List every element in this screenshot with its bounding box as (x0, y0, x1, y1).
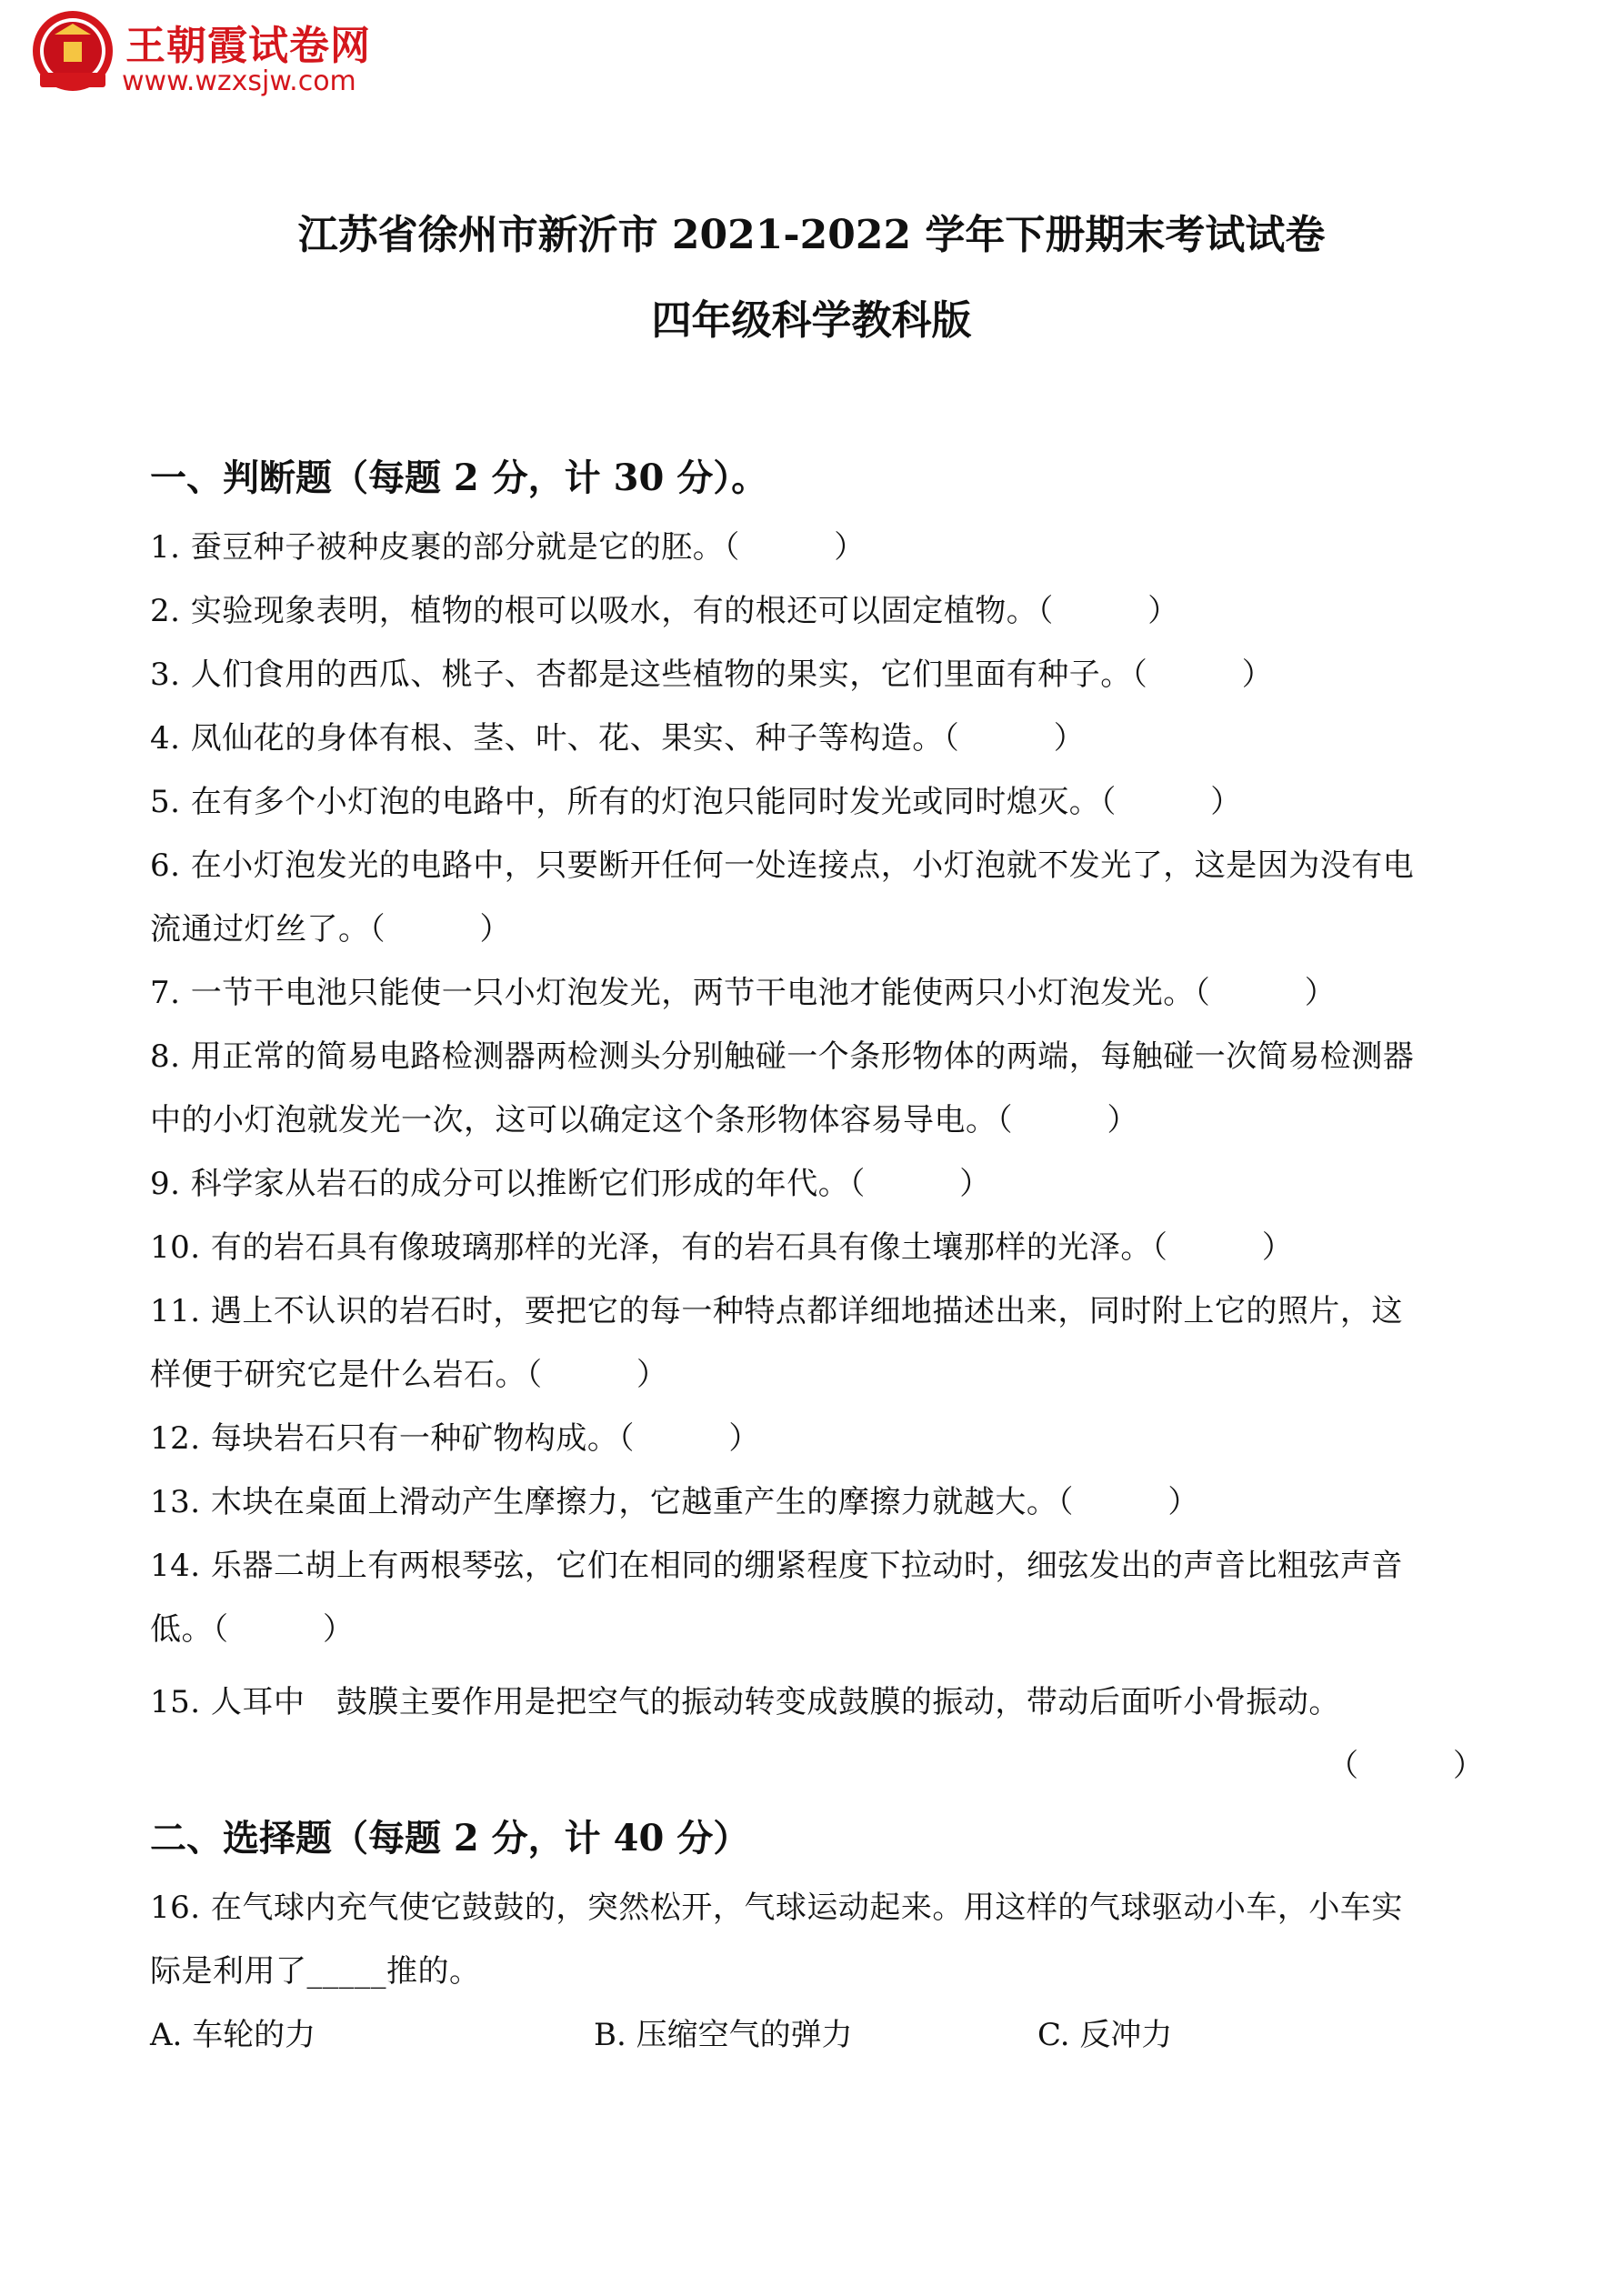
answer-blank: （ ） (1327, 1748, 1485, 1784)
question-line: 际是利用了_____推的。 (150, 1953, 481, 1990)
section-heading-true-false: 一、判断题（每题 2 分，计 30 分）。 (150, 456, 768, 499)
question-line: 8. 用正常的简易电路检测器两检测头分别触碰一个条形物体的两端，每触碰一次简易检测器 (150, 1038, 1415, 1075)
document-subtitle: 四年级科学教科版 (651, 297, 972, 344)
option-c: C. 反冲力 (1037, 2017, 1173, 2053)
question-line: 16. 在气球内充气使它鼓鼓的，突然松开，气球运动起来。用这样的气球驱动小车，小车实 (150, 1890, 1403, 1926)
question-line: 15. 人耳中 鼓膜主要作用是把空气的振动转变成鼓膜的振动，带动后面听小骨振动。 (150, 1684, 1340, 1720)
question-line: 14. 乐器二胡上有两根琴弦，它们在相同的绷紧程度下拉动时，细弦发出的声音比粗弦声音 (150, 1548, 1403, 1584)
logo-name: 王朝霞试卷网 (125, 23, 371, 69)
question-line: 4. 凤仙花的身体有根、茎、叶、花、果实、种子等构造。（ ） (150, 720, 1086, 757)
site-logo (27, 7, 409, 107)
question-line: 3. 人们食用的西瓜、桃子、杏都是这些植物的果实，它们里面有种子。（ ） (150, 657, 1274, 693)
question-line: 9. 科学家从岩石的成分可以推断它们形成的年代。（ ） (150, 1166, 991, 1202)
question-line: 7. 一节干电池只能使一只小灯泡发光，两节干电池才能使两只小灯泡发光。（ ） (150, 975, 1337, 1011)
section-heading-multiple-choice: 二、选择题（每题 2 分，计 40 分） (150, 1817, 750, 1860)
question-line: 1. 蚕豆种子被种皮裹的部分就是它的胚。（ ） (150, 529, 866, 566)
option-b: B. 压缩空气的弹力 (594, 2017, 853, 2053)
question-line: 13. 木块在桌面上滑动产生摩擦力，它越重产生的摩擦力就越大。（ ） (150, 1484, 1199, 1520)
question-line: 中的小灯泡就发光一次，这可以确定这个条形物体容易导电。（ ） (150, 1102, 1138, 1138)
question-line: 10. 有的岩石具有像玻璃那样的光泽，有的岩石具有像土壤那样的光泽。（ ） (150, 1229, 1294, 1266)
logo-url: www.wzxsjw.com (122, 65, 356, 97)
question-line: 低。（ ） (150, 1611, 355, 1648)
question-line: 2. 实验现象表明，植物的根可以吸水，有的根还可以固定植物。（ ） (150, 593, 1179, 629)
question-line: 样便于研究它是什么岩石。（ ） (150, 1357, 668, 1393)
document-title: 江苏省徐州市新沂市 2021-2022 学年下册期末考试试卷 (297, 212, 1326, 258)
option-a: A. 车轮的力 (150, 2017, 316, 2053)
question-line: 12. 每块岩石只有一种矿物构成。（ ） (150, 1420, 760, 1457)
question-line: 5. 在有多个小灯泡的电路中，所有的灯泡只能同时发光或同时熄灭。（ ） (150, 784, 1242, 820)
logo-badge-icon (27, 7, 118, 98)
question-line: 6. 在小灯泡发光的电路中，只要断开任何一处连接点，小灯泡就不发光了，这是因为没有电 (150, 847, 1415, 884)
question-line: 11. 遇上不认识的岩石时，要把它的每一种特点都详细地描述出来，同时附上它的照片，这 (150, 1293, 1403, 1329)
question-line: 流通过灯丝了。（ ） (150, 911, 511, 947)
